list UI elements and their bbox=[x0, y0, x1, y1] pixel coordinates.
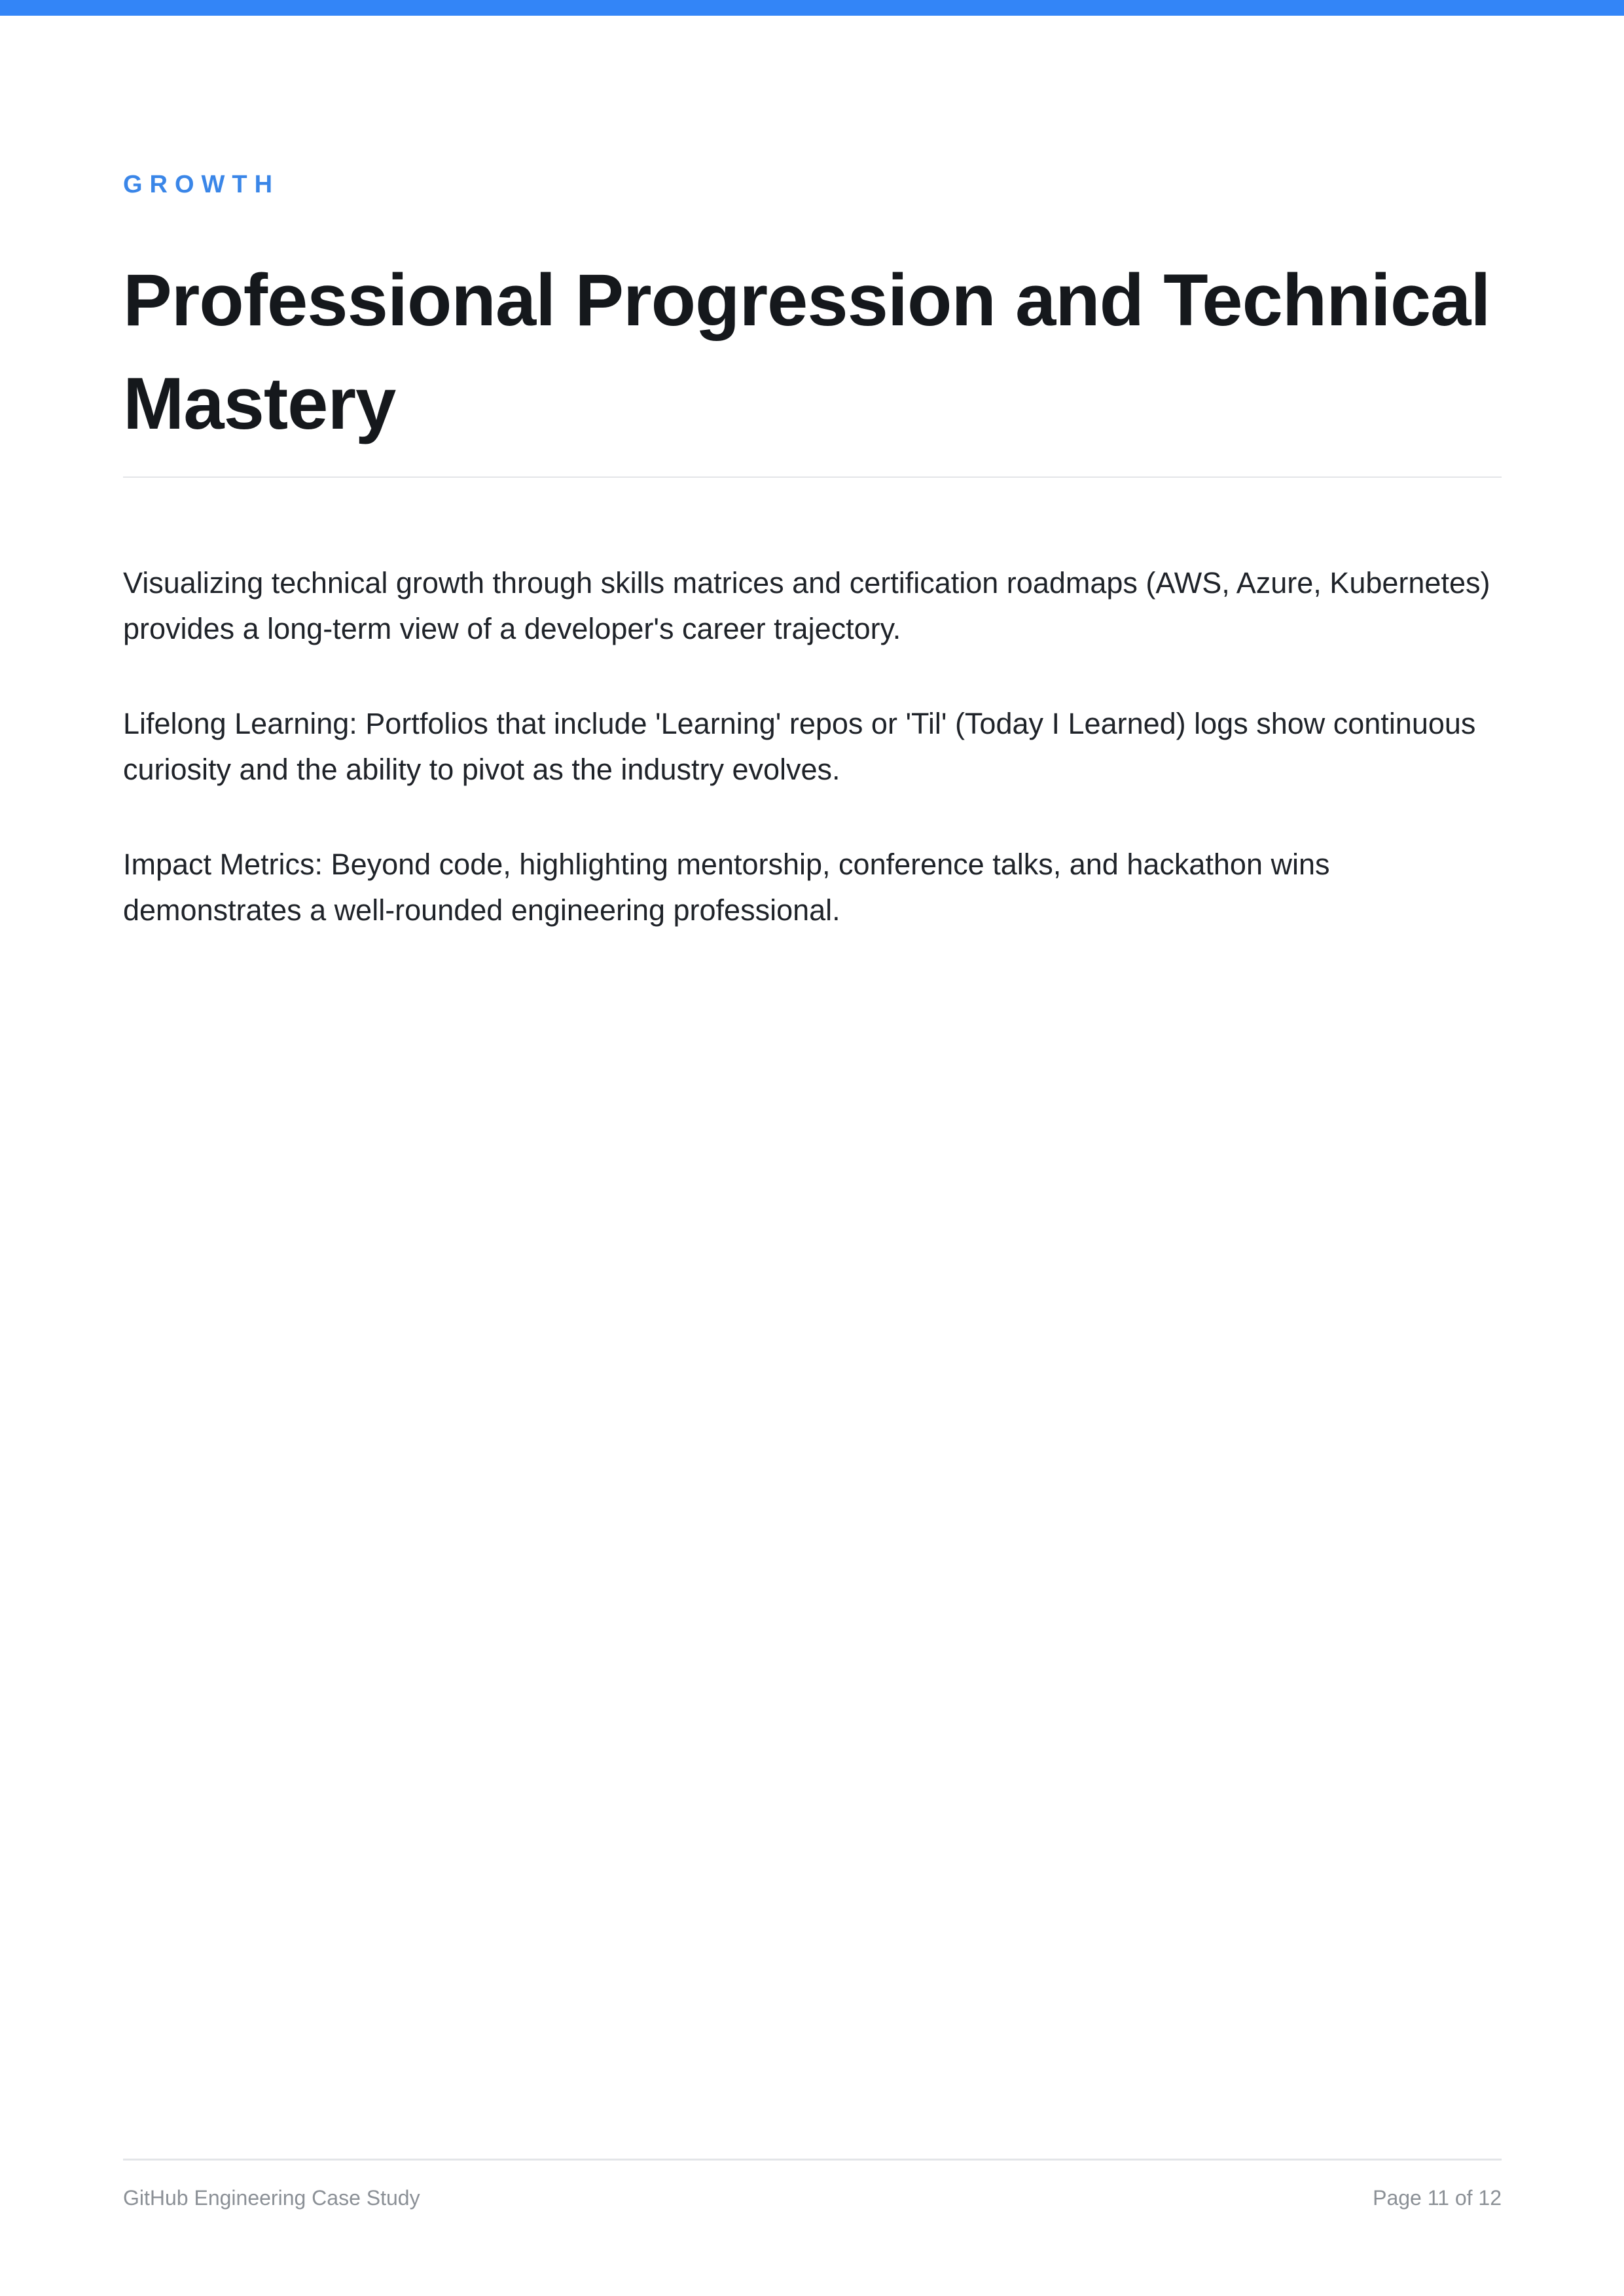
top-accent-bar bbox=[0, 0, 1624, 16]
footer-document-name: GitHub Engineering Case Study bbox=[123, 2186, 420, 2210]
footer-page-number: Page 11 of 12 bbox=[1373, 2186, 1502, 2210]
section-label: GROWTH bbox=[123, 171, 280, 198]
footer-divider bbox=[123, 2159, 1502, 2161]
title-divider bbox=[123, 476, 1502, 478]
paragraph-impact-metrics: Impact Metrics: Beyond code, highlighting mentorship, conference talks, and hackathon wins demonstrates a well-rounded engineering professional. bbox=[123, 848, 1330, 927]
page-title: Professional Progression and Technical Mastery bbox=[123, 259, 1490, 444]
paragraph-career-trajectory: Visualizing technical growth through skills matrices and certification roadmaps (AWS, Azure, Kubernetes) provides a long-term view of a developer's career trajectory. bbox=[123, 566, 1490, 645]
paragraph-lifelong-learning: Lifelong Learning: Portfolios that include 'Learning' repos or 'Til' (Today I Learned) logs show continuous curiosity and the ability to pivot as the industry evolves. bbox=[123, 707, 1476, 786]
body-text bbox=[123, 560, 1502, 982]
